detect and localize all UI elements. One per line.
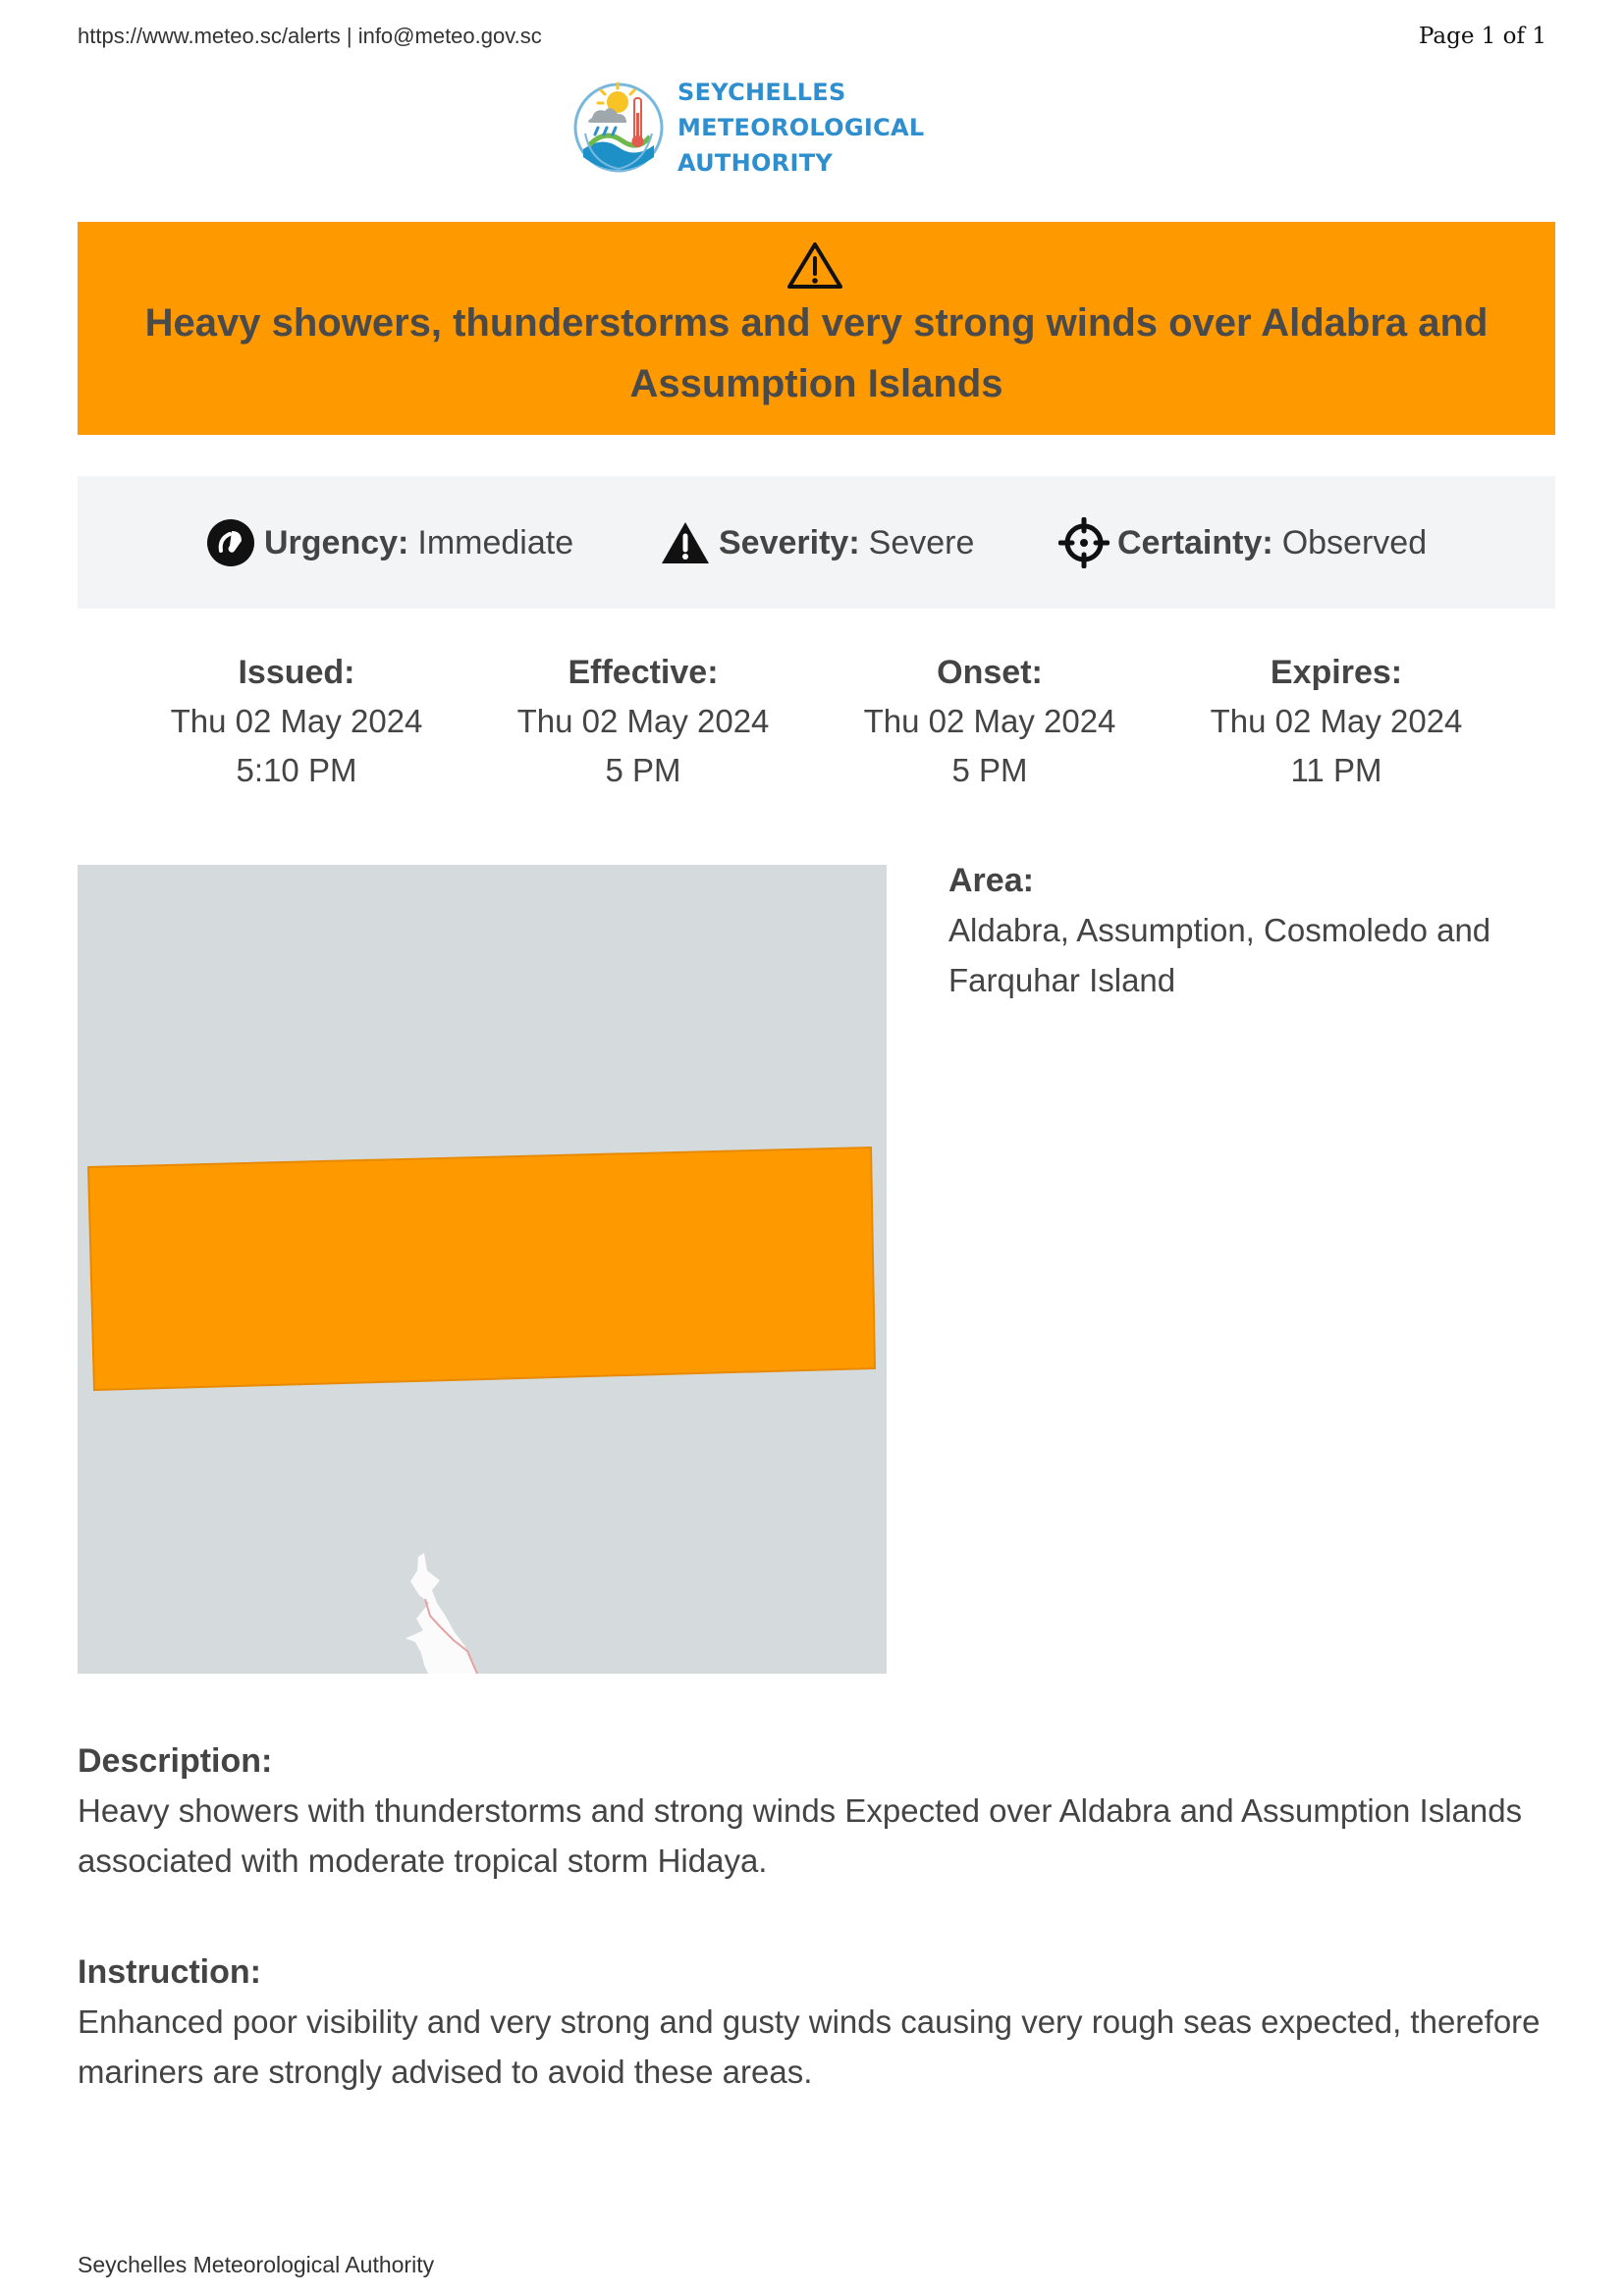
seychelles-meteorological-authority-logo	[568, 77, 1078, 179]
instruction-section	[78, 1948, 1555, 2097]
alert-banner	[78, 222, 1555, 435]
effective-date: Thu 02 May 2024	[516, 703, 770, 739]
issued-date: Thu 02 May 2024	[170, 703, 423, 739]
instruction-text: Enhanced poor visibility and very strong and gusty winds causing very rough seas expected, therefore mariners are strongly advised to avoid these areas.	[78, 2003, 1541, 2090]
urgency-item	[205, 516, 573, 569]
area-value: Aldabra, Assumption, Cosmoledo and Farquhar Island	[948, 912, 1491, 998]
onset-column	[842, 648, 1137, 795]
alert-metadata-bar	[78, 476, 1555, 609]
alert-area-map-svg	[78, 865, 887, 1674]
alert-title: Heavy showers, thunderstorms and very strong winds over Aldabra and Assumption Islands	[144, 301, 1489, 405]
logo-text-line-2: AUTHORITY	[677, 149, 834, 177]
description-label: Description:	[78, 1742, 273, 1780]
instruction-label: Instruction:	[78, 1953, 261, 1991]
onset-date: Thu 02 May 2024	[863, 703, 1116, 739]
description-text: Heavy showers with thunderstorms and strong winds Expected over Aldabra and Assumption Islands associated with moderate tropical storm Hidaya.	[78, 1792, 1523, 1879]
onset-time: 5 PM	[951, 752, 1028, 788]
certainty-item	[1058, 516, 1427, 569]
exclamation-triangle-icon	[660, 517, 711, 568]
logo-text	[677, 75, 1078, 181]
expires-date: Thu 02 May 2024	[1210, 703, 1463, 739]
alert-area-map[interactable]	[78, 865, 887, 1674]
area-label: Area:	[948, 862, 1034, 899]
effective-label: Effective:	[568, 654, 719, 691]
expires-column	[1189, 648, 1484, 795]
severity-value: Severe	[868, 523, 975, 561]
weather-logo-icon	[568, 77, 670, 179]
island-land-shape	[406, 1553, 478, 1674]
warning-triangle-icon	[786, 241, 843, 291]
certainty-label: Certainty:	[1117, 523, 1273, 561]
area-section	[948, 856, 1538, 1005]
footer-authority-name: Seychelles Meteorological Authority	[78, 2252, 435, 2277]
page-number: Page 1 of 1	[1418, 24, 1546, 49]
description-section	[78, 1736, 1555, 1886]
effective-time: 5 PM	[605, 752, 681, 788]
severity-item	[660, 516, 974, 569]
onset-label: Onset:	[937, 654, 1043, 691]
crosshair-icon	[1058, 517, 1110, 568]
urgency-value: Immediate	[417, 523, 574, 561]
header-url-email: https://www.meteo.sc/alerts | info@meteo.gov.sc	[78, 24, 542, 48]
certainty-value: Observed	[1281, 523, 1428, 561]
logo-text-line-1: SEYCHELLES METEOROLOGICAL	[677, 79, 925, 141]
issued-label: Issued:	[238, 654, 355, 691]
issued-time: 5:10 PM	[236, 752, 357, 788]
expires-time: 11 PM	[1290, 752, 1382, 788]
stopwatch-icon	[205, 517, 256, 568]
severity-label: Severity:	[719, 523, 860, 561]
urgency-label: Urgency:	[264, 523, 409, 561]
issued-column	[149, 648, 444, 795]
alert-area-polygon	[88, 1148, 875, 1390]
effective-column	[496, 648, 790, 795]
expires-label: Expires:	[1270, 654, 1403, 691]
